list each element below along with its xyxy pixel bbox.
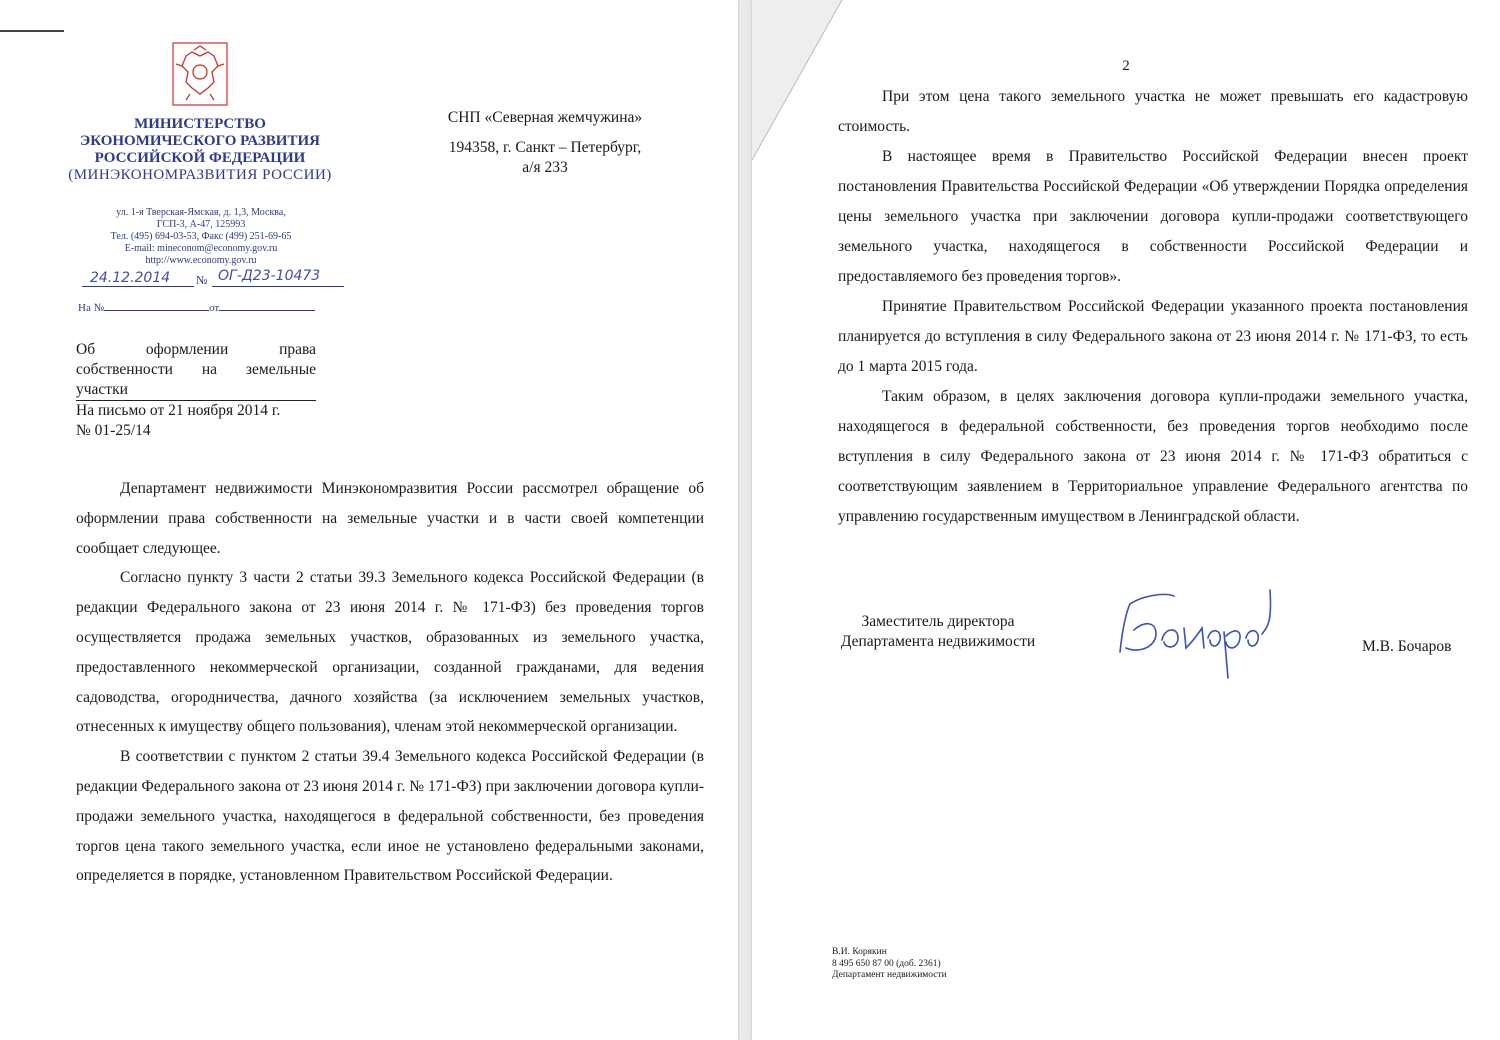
ministry-name	[60, 116, 340, 184]
date-underline	[82, 286, 194, 287]
paragraph: Принятие Правительством Российской Федерации указанного проекта постановления планируется до вступления в силу Федерального закона от 23 июня 2014 г. № 171-ФЗ, то есть до 1 марта 2015 года.	[838, 298, 1468, 375]
executor-phone: 8 495 650 87 00 (доб. 2361)	[832, 958, 941, 969]
letter-body-page-2	[838, 82, 1468, 532]
coat-of-arms-icon	[172, 42, 228, 106]
fold-mark	[0, 30, 64, 32]
ministry-short-name: (МИНЭКОНОМРАЗВИТИЯ РОССИИ)	[68, 167, 332, 183]
signatory-title	[828, 612, 1048, 652]
recipient-box: а/я 233	[522, 159, 568, 176]
reference-letter: На письмо от 21 ноября 2014 г.	[76, 402, 281, 419]
handwritten-date: 24.12.2014	[90, 270, 171, 286]
address-street: ул. 1-я Тверская-Ямская, д. 1,3, Москва,	[116, 207, 286, 218]
address-web: http://www.economy.gov.ru	[145, 255, 257, 266]
recipient-name: СНП «Северная жемчужина»	[447, 109, 643, 126]
letter-page-2	[752, 0, 1500, 1040]
paragraph: В настоящее время в Правительство Российской Федерации внесен проект постановления Правительства Российской Федерации «Об утверждении Порядка определения цены земельного участка при заключении договора купли-продажи соответствующего земельного участка, находящегося в собственности Российской Федерации и предоставляемого без проведения торгов».	[838, 148, 1468, 285]
ministry-line: МИНИСТЕРСТВО	[134, 116, 266, 132]
recipient-block	[420, 108, 670, 178]
subject-block	[76, 340, 316, 441]
number-underline	[212, 286, 344, 287]
address-email: E-mail: mineconom@economy.gov.ru	[124, 243, 278, 254]
address-postal: ГСП-3, А-47, 125993	[156, 219, 246, 230]
address-phone: Тел. (495) 694-03-53, Факс (499) 251-69-65	[110, 231, 292, 242]
paragraph: При этом цена такого земельного участка не может превышать его кадастровую стоимость.	[838, 88, 1468, 135]
paragraph: Согласно пункту 3 части 2 статьи 39.3 Земельного кодекса Российской Федерации (в редакции Федерального закона от 23 июня 2014 г. № 171-ФЗ) без проведения торгов осуществляется продажа земельных участков, образованных из земельного участка, предоставленного некоммерческой организации, созданной гражданами, для ведения садоводства, огородничества, дачного хозяйства (за исключением земельных участков, отнесенных к имуществу общего пользования), членам этой некоммерческой организации.	[76, 569, 704, 736]
paragraph: В соответствии с пунктом 2 статьи 39.4 Земельного кодекса Российской Федерации (в редакции Федерального закона от 23 июня 2014 г. № 171-ФЗ) при заключении договора купли-продажи земельного участка, находящегося в федеральной собственности, без проведения торгов цена такого земельного участка, если иное не установлено федеральными законами, определяется в порядке, установленном Правительством Российской Федерации.	[76, 748, 704, 885]
recipient-city: 194358, г. Санкт – Петербург,	[448, 139, 642, 156]
paragraph: Таким образом, в целях заключения договора купли-продажи земельного участка, находящегося в федеральной собственности, без проведения торгов необходимо после вступления в силу Федерального закона от 23 июня 2014 г. № 171-ФЗ обратиться с соответствующим заявлением в Территориальное управление Федерального агентства по управлению государственным имуществом в Ленинградской области.	[838, 388, 1468, 525]
executor-department: Департамент недвижимости	[832, 970, 947, 980]
ot-label: от	[209, 302, 220, 314]
letter-body-page-1	[76, 474, 704, 891]
ministry-line: РОССИЙСКОЙ ФЕДЕРАЦИИ	[94, 150, 306, 166]
ot-underline	[219, 310, 315, 311]
executor-name: В.И. Корякин	[832, 947, 887, 957]
reference-number: № 01-25/14	[76, 422, 151, 439]
signatory-title-line: Заместитель директора	[861, 613, 1015, 630]
na-underline	[104, 310, 209, 311]
subject-line: участки	[76, 380, 316, 401]
executor-block	[832, 947, 947, 982]
subject-line: собственности на земельные	[76, 361, 316, 378]
letter-page-1	[0, 0, 738, 1040]
number-sign: №	[196, 273, 208, 287]
page-number: 2	[1122, 58, 1130, 74]
signatory-title-line: Департамента недвижимости	[840, 633, 1036, 650]
paragraph: Департамент недвижимости Минэкономразвития России рассмотрел обращение об оформлении права собственности на земельные участки и в части своей компетенции сообщает следующее.	[76, 480, 704, 557]
reference-line	[78, 302, 315, 314]
handwritten-number: ОГ-Д23-10473	[218, 268, 321, 284]
subject-line: Об оформлении права	[76, 341, 316, 358]
ministry-address	[70, 207, 332, 267]
ministry-line: ЭКОНОМИЧЕСКОГО РАЗВИТИЯ	[80, 133, 320, 149]
na-label: На №	[78, 302, 105, 314]
handwritten-signature	[1112, 582, 1277, 682]
signatory-name: М.В. Бочаров	[1362, 638, 1452, 655]
